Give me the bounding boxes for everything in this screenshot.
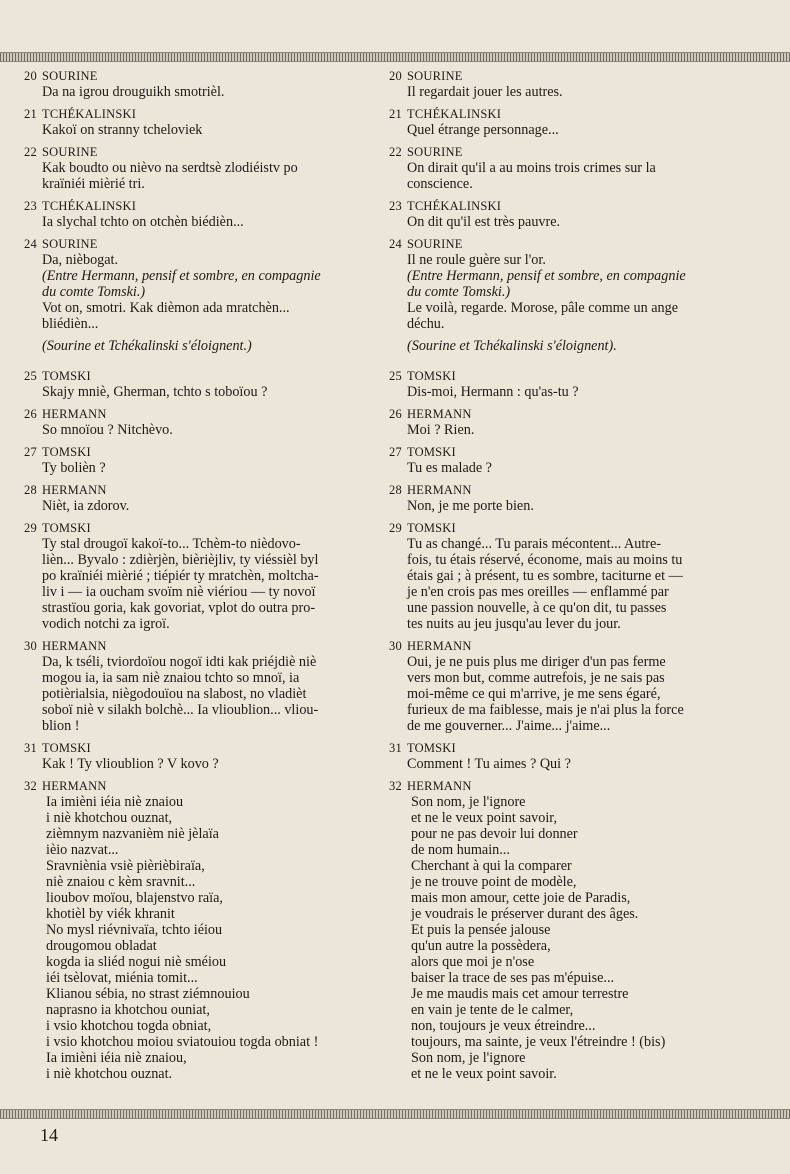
speaker-name: TOMSKI xyxy=(407,741,456,755)
cue-number: 25 xyxy=(24,369,37,383)
speaker-name: SOURINE xyxy=(407,237,463,251)
dialogue-entry xyxy=(24,106,369,138)
dialogue-line: Cherchant à qui la comparer xyxy=(411,858,572,874)
dialogue-line: tes nuits au jeu jusqu'au lever du jour. xyxy=(407,616,621,632)
french-text-column xyxy=(389,68,757,1088)
dialogue-line: i vsio khotchou togda obniat, xyxy=(46,1018,212,1034)
dialogue-line: étais gai ; à présent, tu es sombre, taciturne et — xyxy=(407,568,683,584)
speaker-name: HERMANN xyxy=(407,639,472,653)
dialogue-line: ièio nazvat... xyxy=(46,842,119,858)
dialogue-line: Klianou sébia, no strast ziémnouiou xyxy=(46,986,250,1002)
dialogue-line: kraïniéi mièrié tri. xyxy=(42,176,145,192)
dialogue-entry xyxy=(389,520,757,632)
cue-number: 29 xyxy=(24,521,37,535)
dialogue-line: alors que moi je n'ose xyxy=(411,954,535,970)
cue-number: 21 xyxy=(24,107,37,121)
dialogue-entry xyxy=(24,520,369,632)
cue-number: 27 xyxy=(389,445,402,459)
dialogue-line: i niè khotchou ouznat. xyxy=(46,1066,173,1082)
page-number: 14 xyxy=(40,1125,58,1145)
dialogue-line: On dit qu'il est très pauvre. xyxy=(407,214,561,230)
speaker-line xyxy=(389,368,757,384)
cue-number: 23 xyxy=(24,199,37,213)
top-border-band xyxy=(0,52,790,62)
stage-direction-line: du comte Tomski.) xyxy=(42,284,146,300)
dialogue-line: lièn... Byvalo : zdièrjèn, bièrièjliv, ty viéssièl byl xyxy=(42,552,319,568)
speaker-name: SOURINE xyxy=(407,69,463,83)
dialogue-entry xyxy=(24,68,369,100)
dialogue-line: fois, tu étais réservé, économe, mais au moins tu xyxy=(407,552,683,568)
speaker-name: TCHÉKALINSKI xyxy=(42,107,137,121)
speaker-line xyxy=(389,444,757,460)
speaker-line xyxy=(24,106,369,122)
dialogue-entry xyxy=(24,236,369,354)
cue-number: 25 xyxy=(389,369,402,383)
dialogue-line: Il ne roule guère sur l'or. xyxy=(407,252,546,268)
dialogue-line: Nièt, ia zdorov. xyxy=(42,498,130,514)
dialogue-line: Moi ? Rien. xyxy=(407,422,475,438)
cue-number: 24 xyxy=(389,237,402,251)
dialogue-line: Oui, je ne puis plus me diriger d'un pas ferme xyxy=(407,654,666,670)
dialogue-entry xyxy=(389,144,757,192)
dialogue-line: Sravniènia vsiè pièrièbiraïa, xyxy=(46,858,205,874)
speaker-line xyxy=(24,482,369,498)
dialogue-line: Il regardait jouer les autres. xyxy=(407,84,563,100)
dialogue-line: Et puis la pensée jalouse xyxy=(411,922,551,938)
dialogue-line: liv i — ia oucham svoïm niè viériou — ty novoï xyxy=(42,584,316,600)
speaker-line xyxy=(24,778,369,794)
dialogue-entry xyxy=(24,444,369,476)
dialogue-line: Son nom, je l'ignore xyxy=(411,1050,526,1066)
dialogue-entry xyxy=(389,406,757,438)
dialogue-line: Tu as changé... Tu parais mécontent... Autre- xyxy=(407,536,662,552)
dialogue-line: soboï niè v silakh bolchè... Ia vlioublion... vliou- xyxy=(42,702,319,718)
dialogue-line: Dis-moi, Hermann : qu'as-tu ? xyxy=(407,384,579,400)
dialogue-line: Comment ! Tu aimes ? Qui ? xyxy=(407,756,571,772)
speaker-name: HERMANN xyxy=(42,407,107,421)
dialogue-line: Da na igrou drouguikh smotrièl. xyxy=(42,84,225,100)
dialogue-line: i niè khotchou ouznat, xyxy=(46,810,173,826)
dialogue-entry xyxy=(389,740,757,772)
speaker-name: HERMANN xyxy=(407,483,472,497)
dialogue-line: drougomou obladat xyxy=(46,938,157,954)
dialogue-line: non, toujours je veux étreindre... xyxy=(411,1018,596,1034)
dialogue-line: je voudrais le préserver durant des âges. xyxy=(411,906,639,922)
dialogue-line: Vot on, smotri. Kak dièmon ada mratchèn... xyxy=(42,300,290,316)
speaker-line xyxy=(389,106,757,122)
cue-number: 31 xyxy=(389,741,402,755)
dialogue-line: vodich notchi za igroï. xyxy=(42,616,170,632)
dialogue-line: niè znaiou c kèm sravnit... xyxy=(46,874,196,890)
dialogue-line: i vsio khotchou moiou sviatouiou togda obniat ! xyxy=(46,1034,319,1050)
cue-number: 30 xyxy=(389,639,402,653)
dialogue-line: Kakoï on stranny tcheloviek xyxy=(42,122,203,138)
dialogue-line: conscience. xyxy=(407,176,473,192)
cue-number: 23 xyxy=(389,199,402,213)
speaker-name: HERMANN xyxy=(42,639,107,653)
dialogue-entry xyxy=(24,778,369,1082)
speaker-name: TOMSKI xyxy=(42,445,91,459)
dialogue-line: blion ! xyxy=(42,718,80,734)
dialogue-line: toujours, ma sainte, je veux l'étreindre ! (bis) xyxy=(411,1034,666,1050)
dialogue-entry xyxy=(389,236,757,354)
speaker-name: HERMANN xyxy=(407,779,472,793)
dialogue-entry xyxy=(24,198,369,230)
speaker-line xyxy=(389,520,757,536)
speaker-line xyxy=(389,144,757,160)
speaker-name: TOMSKI xyxy=(407,369,456,383)
speaker-line xyxy=(24,740,369,756)
dialogue-entry xyxy=(24,740,369,772)
speaker-line xyxy=(24,520,369,536)
dialogue-line: déchu. xyxy=(407,316,445,332)
dialogue-entry xyxy=(389,198,757,230)
dialogue-entry xyxy=(389,778,757,1082)
bottom-border-band xyxy=(0,1109,790,1119)
speaker-name: TOMSKI xyxy=(42,369,91,383)
speaker-line xyxy=(389,236,757,252)
dialogue-entry xyxy=(389,638,757,734)
dialogue-line: So mnoïou ? Nitchèvo. xyxy=(42,422,173,438)
speaker-line xyxy=(24,368,369,384)
dialogue-line: lioubov moïou, blajenstvo raïa, xyxy=(46,890,223,906)
dialogue-line: Je me maudis mais cet amour terrestre xyxy=(411,986,629,1002)
dialogue-entry xyxy=(24,638,369,734)
dialogue-line: bliédièn... xyxy=(42,316,99,332)
dialogue-entry xyxy=(24,144,369,192)
dialogue-line: Da, nièbogat. xyxy=(42,252,119,268)
dialogue-line: khotièl by viék khranit xyxy=(46,906,175,922)
speaker-line xyxy=(389,740,757,756)
dialogue-line: naprasno ia khotchou ouniat, xyxy=(46,1002,210,1018)
cue-number: 24 xyxy=(24,237,37,251)
speaker-line xyxy=(389,638,757,654)
speaker-name: TOMSKI xyxy=(407,445,456,459)
speaker-name: TCHÉKALINSKI xyxy=(42,199,137,213)
dialogue-line: je ne trouve point de modèle, xyxy=(411,874,577,890)
cue-number: 30 xyxy=(24,639,37,653)
speaker-name: TCHÉKALINSKI xyxy=(407,199,502,213)
dialogue-line: mogou ia, ia sam niè znaiou tchto so mnoï, ia xyxy=(42,670,300,686)
dialogue-line: iéi tsèlovat, miénia tomit... xyxy=(46,970,198,986)
dialogue-line: de me gouverner... J'aime... j'aime... xyxy=(407,718,611,734)
speaker-name: TOMSKI xyxy=(42,741,91,755)
cue-number: 20 xyxy=(389,69,402,83)
dialogue-line: zièmnym nazvanièm niè jèlaïa xyxy=(46,826,219,842)
cue-number: 22 xyxy=(24,145,37,159)
cue-number: 32 xyxy=(389,779,402,793)
speaker-line xyxy=(24,236,369,252)
dialogue-line: et ne le veux point savoir. xyxy=(411,1066,557,1082)
dialogue-line: mais mon amour, cette joie de Paradis, xyxy=(411,890,631,906)
dialogue-line: qu'un autre la possèdera, xyxy=(411,938,551,954)
speaker-name: HERMANN xyxy=(42,483,107,497)
dialogue-line: Le voilà, regarde. Morose, pâle comme un ange xyxy=(407,300,679,316)
dialogue-line: Son nom, je l'ignore xyxy=(411,794,526,810)
speaker-name: TCHÉKALINSKI xyxy=(407,107,502,121)
dialogue-line: Non, je me porte bien. xyxy=(407,498,534,514)
dialogue-entry xyxy=(389,68,757,100)
cue-number: 27 xyxy=(24,445,37,459)
dialogue-entry xyxy=(24,368,369,400)
dialogue-line: Kak ! Ty vlioublion ? V kovo ? xyxy=(42,756,219,772)
cue-number: 22 xyxy=(389,145,402,159)
dialogue-line: On dirait qu'il a au moins trois crimes sur la xyxy=(407,160,656,176)
stage-direction-line: du comte Tomski.) xyxy=(407,284,511,300)
speaker-line xyxy=(389,778,757,794)
dialogue-entry xyxy=(24,406,369,438)
cue-number: 21 xyxy=(389,107,402,121)
speaker-name: SOURINE xyxy=(42,69,98,83)
cue-number: 26 xyxy=(24,407,37,421)
dialogue-line: No mysl riévnivaïa, tchto iéiou xyxy=(46,922,223,938)
cue-number: 28 xyxy=(24,483,37,497)
speaker-name: SOURINE xyxy=(407,145,463,159)
speaker-line xyxy=(24,638,369,654)
speaker-line xyxy=(389,198,757,214)
dialogue-line: en vain je tente de le calmer, xyxy=(411,1002,574,1018)
dialogue-line: je n'en crois pas mes oreilles — enflammé par xyxy=(407,584,669,600)
dialogue-entry xyxy=(389,444,757,476)
speaker-line xyxy=(24,68,369,84)
cue-number: 31 xyxy=(24,741,37,755)
stage-direction-line: (Entre Hermann, pensif et sombre, en compagnie xyxy=(42,268,321,284)
speaker-line xyxy=(24,144,369,160)
dialogue-line: vers mon but, comme autrefois, je ne sais pas xyxy=(407,670,665,686)
dialogue-line: et ne le veux point savoir, xyxy=(411,810,557,826)
dialogue-line: Tu es malade ? xyxy=(407,460,492,476)
dialogue-entry xyxy=(24,482,369,514)
dialogue-line: Ty stal drougoï kakoï-to... Tchèm-to nièdovo- xyxy=(42,536,301,552)
dialogue-line: Quel étrange personnage... xyxy=(407,122,559,138)
dialogue-line: potièrialsia, niègodouïou na slabost, no vladièt xyxy=(42,686,307,702)
dialogue-line: de nom humain... xyxy=(411,842,510,858)
cue-number: 28 xyxy=(389,483,402,497)
dialogue-line: une passion nouvelle, à ce qu'on dit, tu passes xyxy=(407,600,667,616)
dialogue-line: Ty bolièn ? xyxy=(42,460,106,476)
dialogue-line: kogda ia sliéd nogui niè sméiou xyxy=(46,954,227,970)
speaker-line xyxy=(389,482,757,498)
speaker-line xyxy=(389,406,757,422)
speaker-name: SOURINE xyxy=(42,237,98,251)
speaker-name: SOURINE xyxy=(42,145,98,159)
dialogue-line: Ia imièni iéia niè znaiou, xyxy=(46,1050,187,1066)
cue-number: 29 xyxy=(389,521,402,535)
dialogue-line: baiser la trace de ses pas m'épuise... xyxy=(411,970,615,986)
dialogue-line: Skajy mniè, Gherman, tchto s toboïou ? xyxy=(42,384,268,400)
speaker-name: HERMANN xyxy=(42,779,107,793)
dialogue-line: Ia slychal tchto on otchèn biédièn... xyxy=(42,214,244,230)
speaker-name: TOMSKI xyxy=(407,521,456,535)
stage-direction-line: (Entre Hermann, pensif et sombre, en compagnie xyxy=(407,268,686,284)
speaker-name: TOMSKI xyxy=(42,521,91,535)
dialogue-line: furieux de ma faiblesse, mais je n'ai plus la force xyxy=(407,702,684,718)
dialogue-line: Ia imièni iéia niè znaiou xyxy=(46,794,184,810)
dialogue-line: pour ne pas devoir lui donner xyxy=(411,826,578,842)
dialogue-line: Kak boudto ou nièvo na serdtsè zlodiéistv po xyxy=(42,160,298,176)
speaker-line xyxy=(389,68,757,84)
cue-number: 20 xyxy=(24,69,37,83)
russian-text-column xyxy=(24,68,369,1088)
speaker-line xyxy=(24,444,369,460)
dialogue-line: Da, k tséli, tviordoïou nogoï idti kak priéjdiè niè xyxy=(42,654,317,670)
dialogue-entry xyxy=(389,368,757,400)
dialogue-line: strastïou goria, kak govoriat, vplot do outra pro- xyxy=(42,600,316,616)
speaker-line xyxy=(24,406,369,422)
stage-direction: (Sourine et Tchékalinski s'éloignent). xyxy=(407,338,617,354)
stage-direction: (Sourine et Tchékalinski s'éloignent.) xyxy=(42,338,252,354)
dialogue-entry xyxy=(389,106,757,138)
cue-number: 26 xyxy=(389,407,402,421)
speaker-name: HERMANN xyxy=(407,407,472,421)
cue-number: 32 xyxy=(24,779,37,793)
dialogue-line: po kraïniéi mièrié ; tiépiér ty mratchèn, moltcha- xyxy=(42,568,319,584)
speaker-line xyxy=(24,198,369,214)
dialogue-line: moi-même ce qui m'arrive, je me sens égaré, xyxy=(407,686,661,702)
dialogue-entry xyxy=(389,482,757,514)
